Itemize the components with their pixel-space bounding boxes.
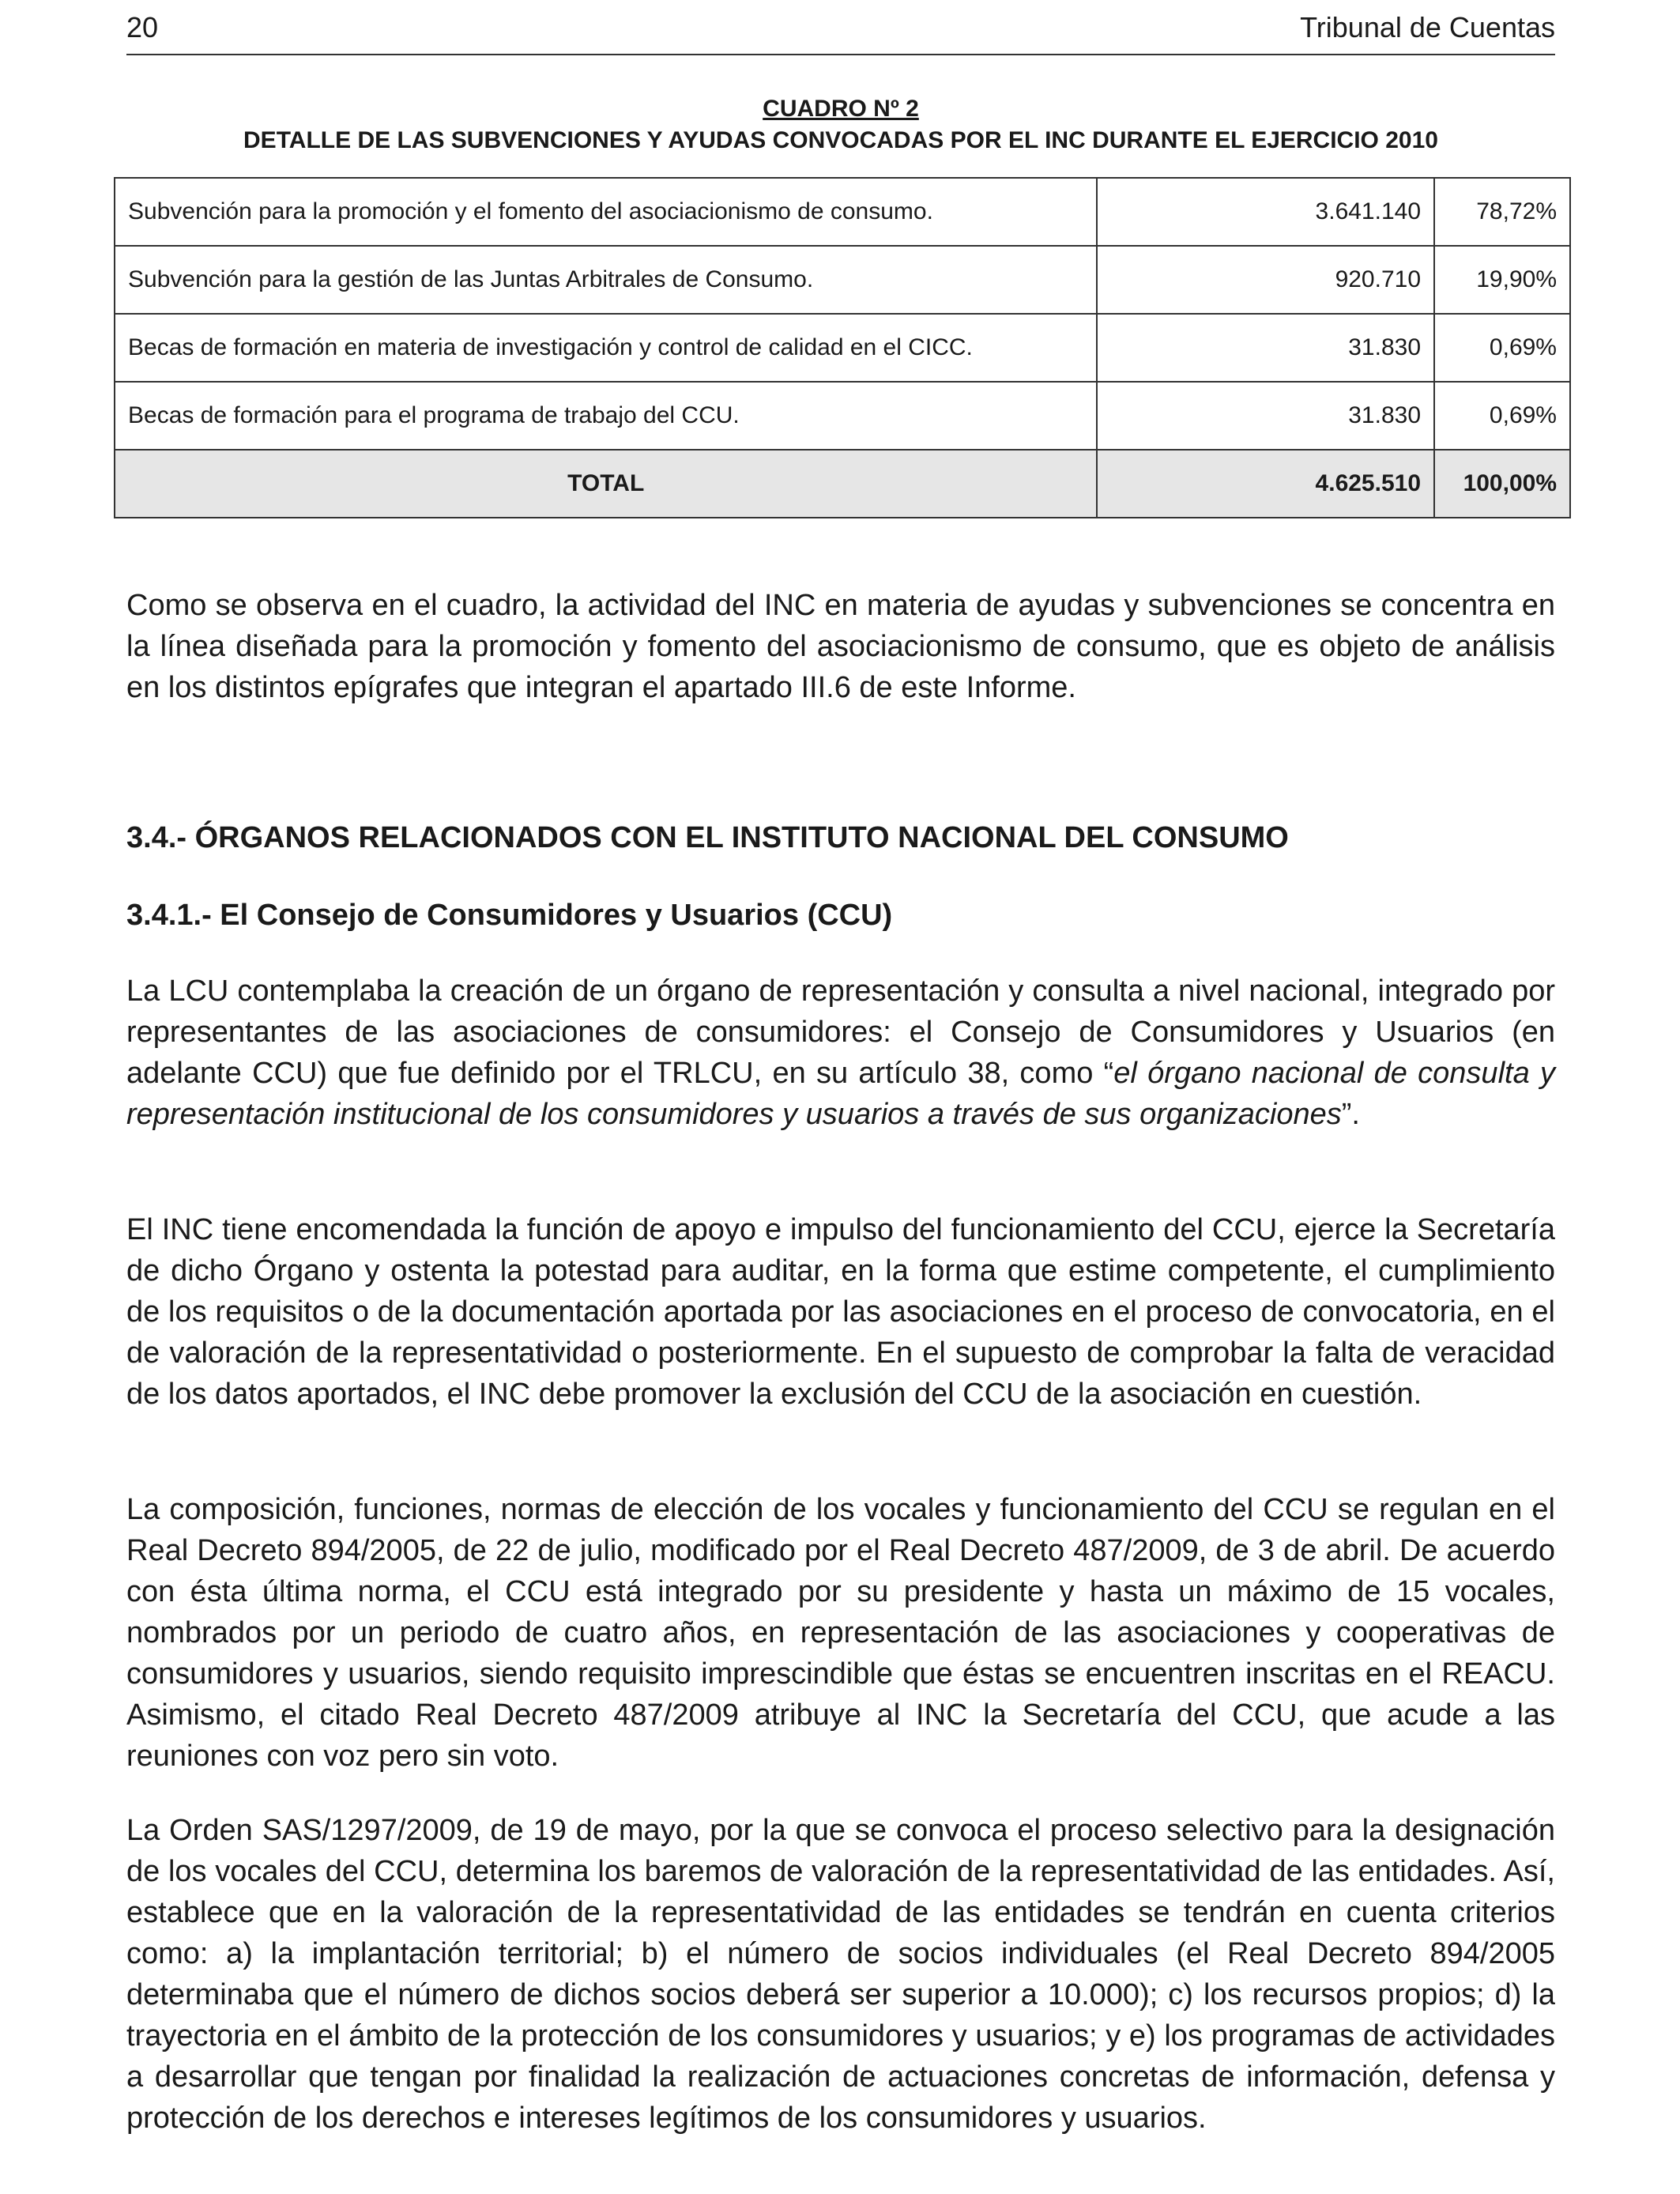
- paragraph-summary: Como se observa en el cuadro, la actividad del INC en materia de ayudas y subvenciones se concentra en la línea diseñada para la promoción y fomento del asociacionismo de consumo, que es objeto de análisis en los distintos epígrafes que integran el apartado III.6 de este Informe.: [126, 589, 1555, 704]
- row-amount: 3.641.140: [1097, 178, 1434, 246]
- paragraph-text: La LCU contemplaba la creación de un órgano de representación y consulta a nivel nacional, integrado por representantes de las asociaciones de consumidores: el Consejo de Consumidores y Usuarios (en adelante CCU) que fue definido por el TRLCU, en su artículo 38, como “: [126, 974, 1555, 1090]
- paragraph-ccu-definition: [126, 971, 1555, 1135]
- table-title: DETALLE DE LAS SUBVENCIONES Y AYUDAS CONVOCADAS POR EL INC DURANTE EL EJERCICIO 2010: [243, 127, 1438, 153]
- total-label: TOTAL: [115, 450, 1097, 518]
- row-percent: 0,69%: [1434, 314, 1570, 382]
- paragraph-selection-order: La Orden SAS/1297/2009, de 19 de mayo, por la que se convoca el proceso selectivo para la designación de los vocales del CCU, determina los baremos de valoración de la representatividad de las entidades. Así, establece que en la valoración de la representatividad de las entidades se tendrán en cuenta criterios como: a) la implantación territorial; b) el número de socios individuales (el Real Decreto 894/2005 determinaba que el número de dichos socios deberá ser superior a 10.000); c) los recursos propios; d) la trayectoria en el ámbito de la protección de los consumidores y usuarios; y e) los programas de actividades a desarrollar que tengan por finalidad la realización de actuaciones concretas de información, defensa y protección de los derechos e intereses legítimos de los consumidores y usuarios.: [126, 1814, 1555, 2135]
- quoted-definition: el órgano nacional de consulta y representación institucional de los consumidores y usuarios a través de sus organizaciones: [126, 1057, 1555, 1131]
- paragraph-composition: La composición, funciones, normas de elección de los vocales y funcionamiento del CCU se regulan en el Real Decreto 894/2005, de 22 de julio, modificado por el Real Decreto 487/2009, de 3 de abril. De acuerdo con ésta última norma, el CCU está integrado por su presidente y hasta un máximo de 15 vocales, nombrados por un periodo de cuatro años, en representación de las asociaciones y cooperativas de consumidores y usuarios, siendo requisito imprescindible que éstas se encuentren inscritas en el REACU. Asimismo, el citado Real Decreto 487/2009 atribuye al INC la Secretaría del CCU, que acude a las reuniones con voz pero sin voto.: [126, 1493, 1555, 1773]
- row-amount: 31.830: [1097, 382, 1434, 450]
- row-concept: Becas de formación para el programa de trabajo del CCU.: [115, 382, 1097, 450]
- row-concept: Becas de formación en materia de investigación y control de calidad en el CICC.: [115, 314, 1097, 382]
- row-percent: 19,90%: [1434, 246, 1570, 314]
- subsection-heading: 3.4.1.- El Consejo de Consumidores y Usuarios (CCU): [126, 899, 893, 932]
- table-row: [115, 178, 1570, 246]
- paragraph-text-end: ”.: [1341, 1098, 1360, 1131]
- table-row: [115, 246, 1570, 314]
- page-header: [126, 11, 1555, 55]
- table-row: [115, 314, 1570, 382]
- total-row: [115, 450, 1570, 518]
- table-number: CUADRO Nº 2: [763, 96, 919, 122]
- total-percent: 100,00%: [1434, 450, 1570, 518]
- page-number: 20: [126, 11, 159, 43]
- paragraph-inc-functions: El INC tiene encomendada la función de apoyo e impulso del funcionamiento del CCU, ejerce la Secretaría de dicho Órgano y ostenta la potestad para auditar, en la forma que estime competente, el cumplimiento de los requisitos o de la documentación aportada por las asociaciones en el proceso de convocatoria, en el de valoración de la representatividad o posteriormente. En el supuesto de comprobar la falta de veracidad de los datos aportados, el INC debe promover la exclusión del CCU de la asociación en cuestión.: [126, 1213, 1555, 1411]
- row-concept: Subvención para la promoción y el fomento del asociacionismo de consumo.: [115, 178, 1097, 246]
- table-row: [115, 382, 1570, 450]
- row-percent: 0,69%: [1434, 382, 1570, 450]
- row-concept: Subvención para la gestión de las Juntas Arbitrales de Consumo.: [115, 246, 1097, 314]
- row-amount: 920.710: [1097, 246, 1434, 314]
- publication-name: Tribunal de Cuentas: [1300, 11, 1555, 43]
- row-percent: 78,72%: [1434, 178, 1570, 246]
- table-caption: [126, 93, 1555, 156]
- row-amount: 31.830: [1097, 314, 1434, 382]
- section-heading: 3.4.- ÓRGANOS RELACIONADOS CON EL INSTITUTO NACIONAL DEL CONSUMO: [126, 821, 1289, 854]
- total-amount: 4.625.510: [1097, 450, 1434, 518]
- subsidies-table: [114, 177, 1571, 518]
